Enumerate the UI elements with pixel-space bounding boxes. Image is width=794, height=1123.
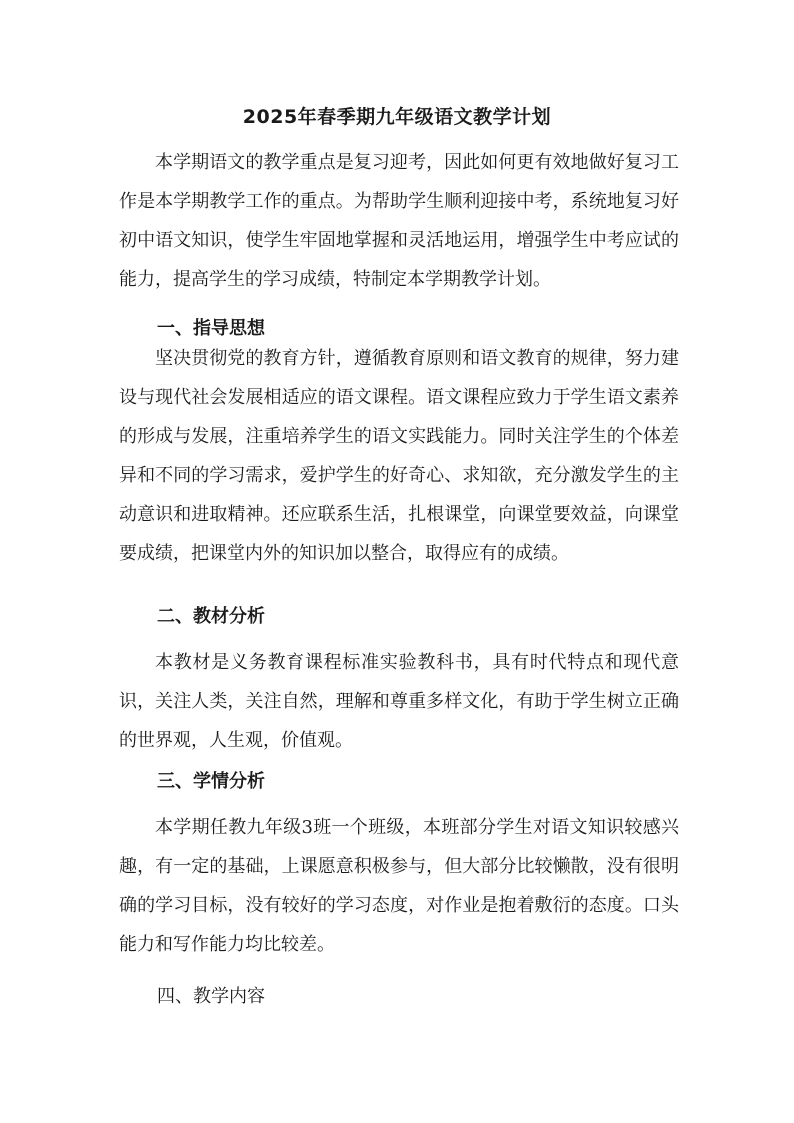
section-paragraph-guiding-ideology: 坚决贯彻党的教育方针，遵循教育原则和语文教育的规律，努力建设与现代社会发展相适应的语文课程。语文课程应致力于学生语文素养的形成与发展，注重培养学生的语文实践能力。同时关注学生的个体差异和不同的学习需求，爱护学生的好奇心、求知欲，充分激发学生的主动意识和进取精神。还应联系生活，扎根课堂，向课堂要效益，向课堂要成绩，把课堂内外的知识加以整合，取得应有的成绩。 (119, 348, 679, 564)
section-paragraph-student-analysis: 本学期任教九年级3班一个班级，本班部分学生对语文知识较感兴趣，有一定的基础，上课愿意积极参与，但大部分比较懒散，没有很明确的学习目标，没有较好的学习态度，对作业是抱着敷衍的态度。口头能力和写作能力均比较差。 (119, 817, 679, 955)
intro-paragraph: 本学期语文的教学重点是复习迎考，因此如何更有效地做好复习工作是本学期教学工作的重点。为帮助学生顺利迎接中考，系统地复习好初中语文知识，使学生牢固地掌握和灵活地运用，增强学生中考应试的能力，提高学生的学习成绩，特制定本学期教学计划。 (119, 152, 679, 290)
section-heading-teaching-content: 四、教学内容 (157, 986, 265, 1007)
section-heading-guiding-ideology: 一、指导思想 (157, 318, 265, 339)
section-paragraph-textbook-analysis: 本教材是义务教育课程标准实验教科书，具有时代特点和现代意识，关注人类，关注自然，理解和尊重多样文化，有助于学生树立正确的世界观，人生观，价值观。 (119, 652, 679, 751)
document-title: 2025年春季期九年级语文教学计划 (242, 106, 552, 128)
section-heading-student-analysis: 三、学情分析 (157, 771, 265, 792)
section-heading-textbook-analysis: 二、教材分析 (157, 606, 265, 627)
